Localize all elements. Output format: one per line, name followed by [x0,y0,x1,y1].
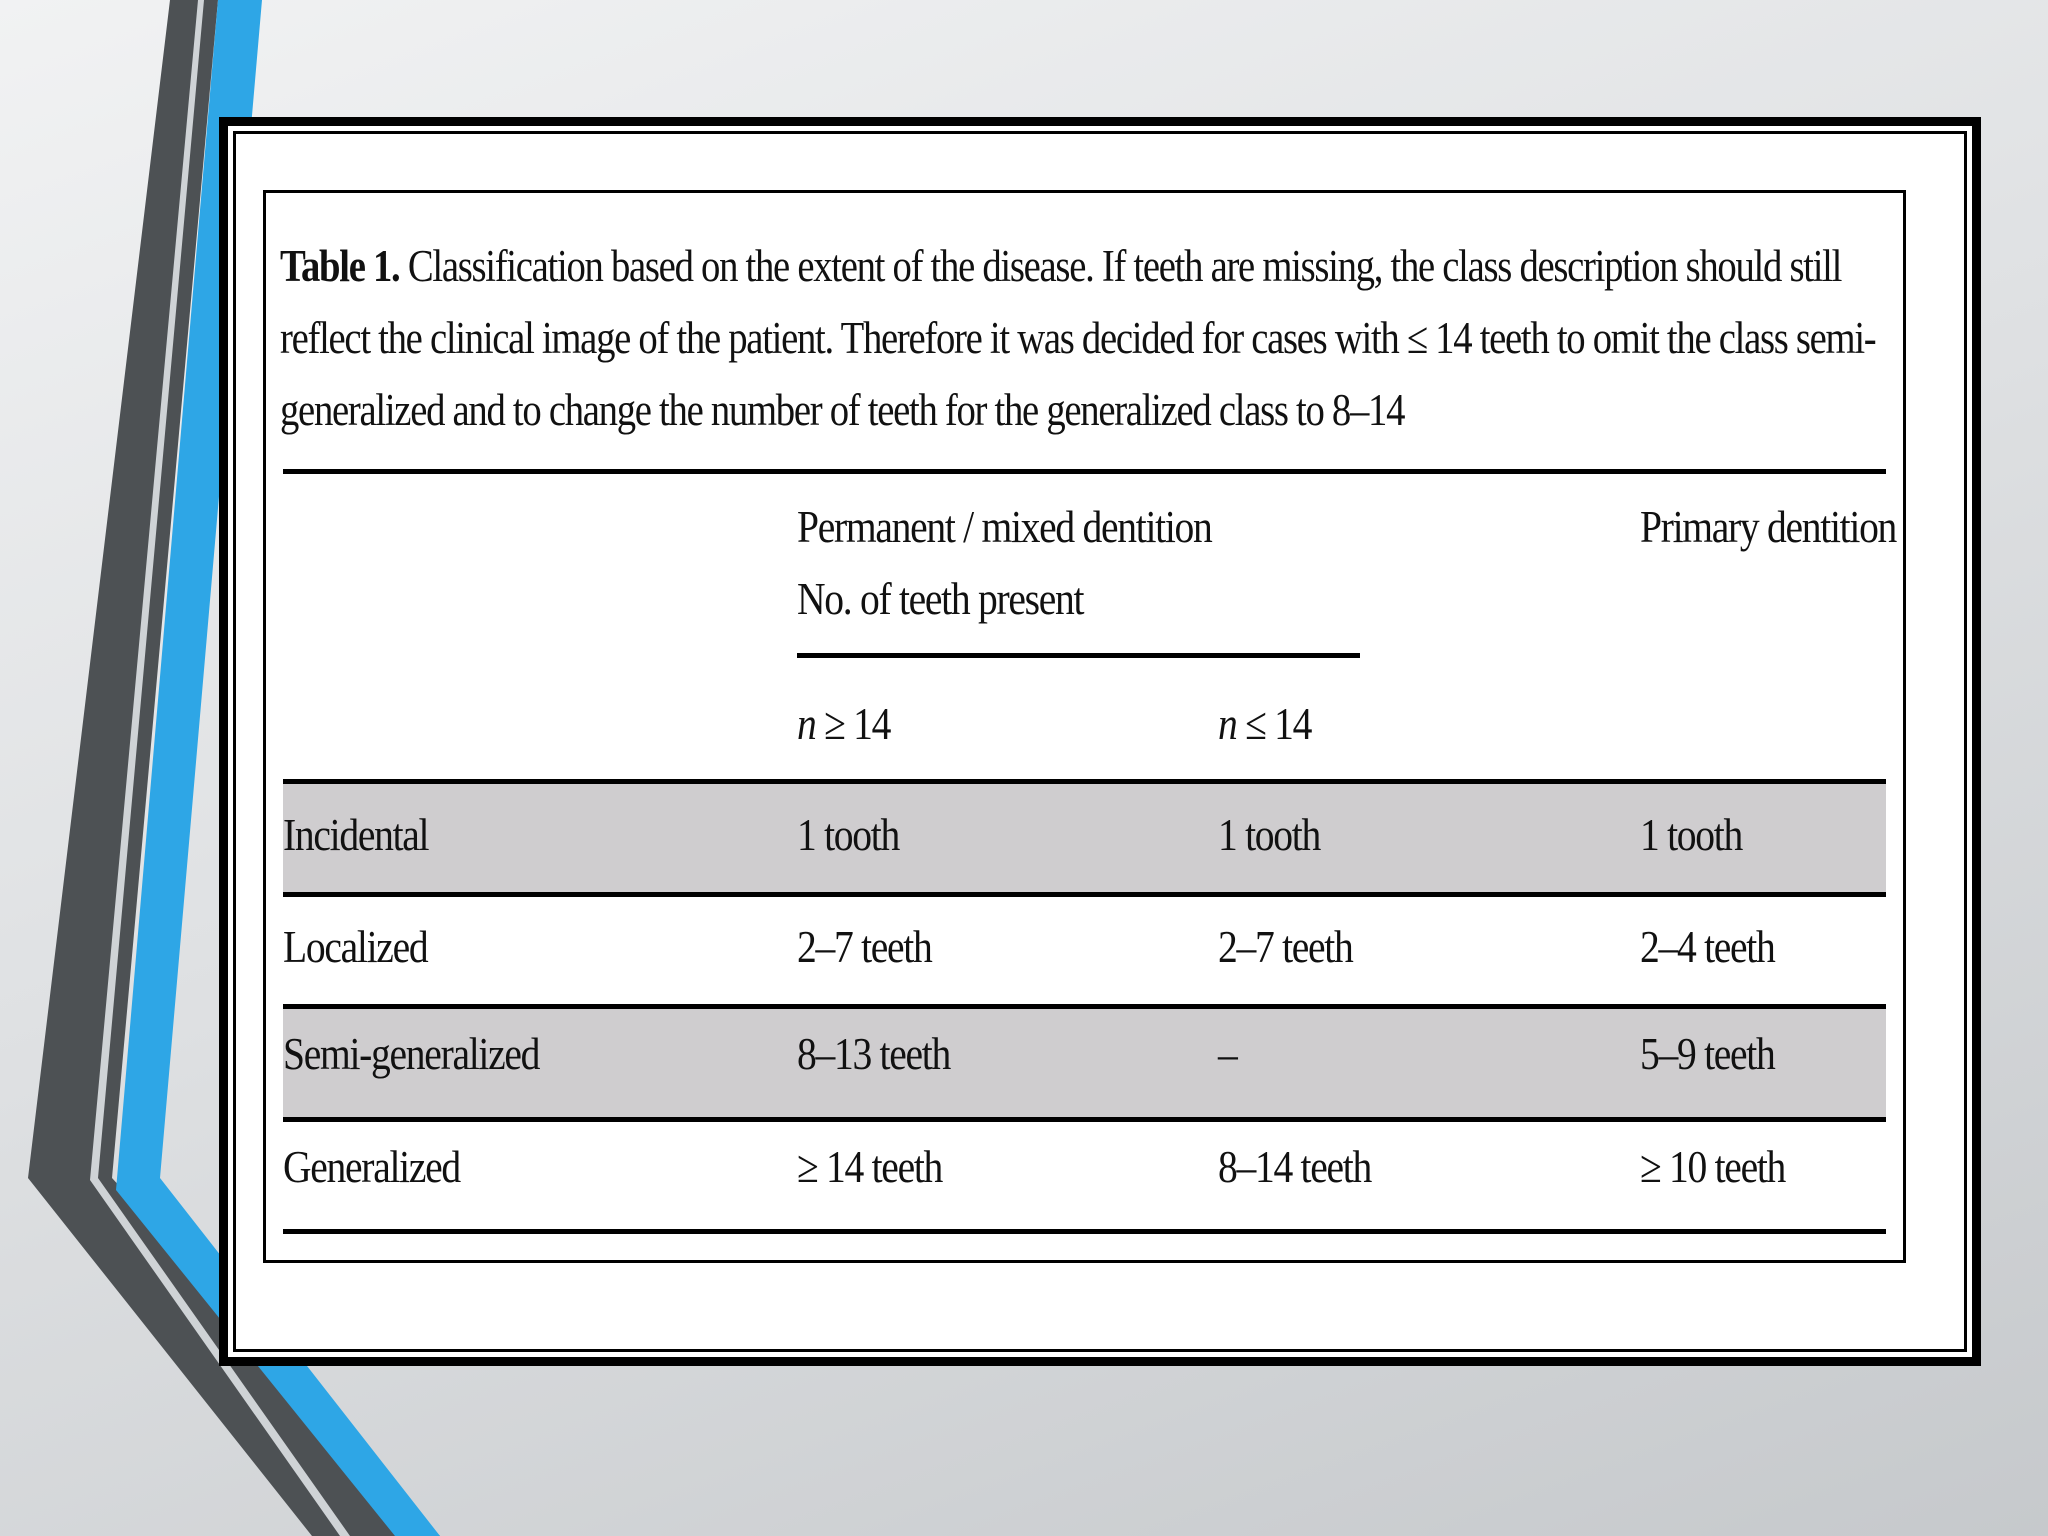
row-semi-generalized-c2: – [1218,1028,1237,1079]
header-sub-le14-rest: ≤ 14 [1236,698,1312,749]
row-localized-c1: 2–7 teeth [797,921,932,972]
header-sub-ge14 [797,697,890,750]
caption-text: Classification based on the extent of the disease. If teeth are missing, the class description should still reflect the clinical image of the patient. Therefore it was decided for cases with ≤ 14 teeth to omit the class semi-generalized and to change the number of teeth for the generalized class to 8–14 [280,241,1876,435]
row-rule-1 [283,892,1886,897]
row-semi-generalized-c1: 8–13 teeth [797,1028,950,1079]
row-label-incidental: Incidental [283,809,429,860]
row-generalized-c3: ≥ 10 teeth [1640,1141,1786,1192]
header-group-line1: Permanent / mixed dentition [797,501,1212,552]
header-primary-dentition: Primary dentition [1640,501,1897,552]
row-localized-c3: 2–4 teeth [1640,921,1775,972]
row-label-generalized: Generalized [283,1141,460,1192]
row-incidental-c1: 1 tooth [797,809,899,860]
header-group-rule [797,653,1360,658]
row-label-localized: Localized [283,921,428,972]
header-sub-ge14-n: n [797,698,816,749]
row-incidental-c3: 1 tooth [1640,809,1742,860]
table-bottom-rule [283,1229,1886,1234]
row-localized-c2: 2–7 teeth [1218,921,1353,972]
table-top-rule [283,469,1886,474]
header-sub-le14 [1218,697,1311,750]
row-incidental-c2: 1 tooth [1218,809,1320,860]
caption-label: Table 1. [280,241,400,291]
row-rule-3 [283,1117,1886,1122]
header-group-line2: No. of teeth present [797,573,1084,624]
header-sub-ge14-rest: ≥ 14 [815,698,891,749]
table-caption [280,230,1890,446]
row-semi-generalized-c3: 5–9 teeth [1640,1028,1775,1079]
row-label-semi-generalized: Semi-generalized [283,1028,540,1079]
row-generalized-c2: 8–14 teeth [1218,1141,1371,1192]
header-sub-le14-n: n [1218,698,1237,749]
row-generalized-c1: ≥ 14 teeth [797,1141,943,1192]
